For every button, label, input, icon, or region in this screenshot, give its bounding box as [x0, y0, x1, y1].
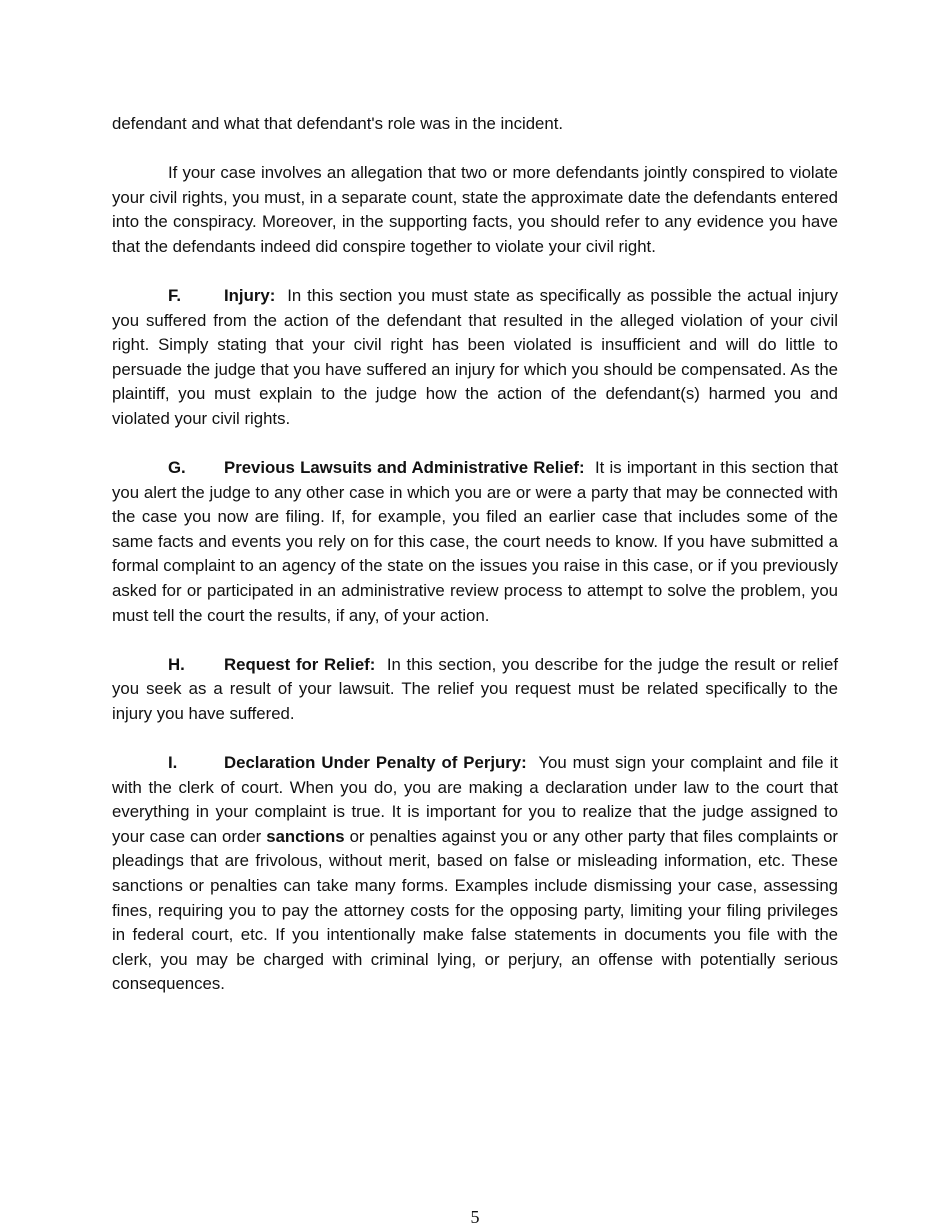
section-letter: I. — [168, 752, 178, 772]
section-title: Request for Relief: — [224, 654, 376, 674]
section-letter: G. — [168, 458, 186, 478]
sanctions-bold-word: sanctions — [266, 826, 345, 846]
section-title: Injury: — [224, 285, 276, 305]
section-body-before-bold: You must sign your complaint and file it with the clerk of court. When you do, you are making a declaration under law to the court that everything in your complaint is true. It is important for you to realize that the judge assigned to your case can order — [112, 752, 838, 846]
section-body-after-bold: or penalties against you or any other party that files complaints or pleadings that are frivolous, without merit, based on false or misleading information, etc. These sanctions or penalties can take many forms. Examples include dismissing your case, assessing fines, requiring you to pay the attorney costs for the opposing party, limiting your filing privileges in federal court, etc. If you intentionally make false statements in documents you file with the clerk, you may be charged with criminal lying, or perjury, an offense with potentially serious consequences. — [112, 826, 839, 994]
section-letter: F. — [168, 285, 182, 305]
section-request-for-relief — [112, 653, 838, 727]
conspiracy-text: If your case involves an allegation that two or more defendants jointly conspired to violate your civil rights, you must, in a separate count, state the approximate date the defendants entered into the conspiracy. Moreover, in the supporting facts, you should refer to any evidence you have that the defendants indeed did conspire together to violate your civil right. — [112, 163, 838, 256]
intro-continuation-text: defendant and what that defendant's role was in the incident. — [112, 114, 564, 133]
intro-continuation-paragraph — [112, 112, 838, 137]
section-letter: H. — [168, 654, 185, 674]
section-declaration — [112, 751, 838, 997]
section-body: In this section, you describe for the judge the result or relief you seek as a result of your lawsuit. The relief you request must be related specifically to the injury you have suffered. — [112, 654, 838, 723]
section-title: Declaration Under Penalty of Perjury: — [224, 752, 527, 772]
page-number: 5 — [470, 1207, 480, 1227]
section-title: Previous Lawsuits and Administrative Relief: — [224, 458, 585, 478]
document-page — [112, 112, 838, 1021]
section-body: In this section you must state as specifically as possible the actual injury you suffered from the action of the defendant that resulted in the alleged violation of your civil right. Simply stating that your civil right has been violated is insufficient and will do little to persuade the judge that you have suffered an injury for which you should be compensated. As the plaintiff, you must explain to the judge how the action of the defendant(s) harmed you and violated your civil rights. — [112, 285, 838, 428]
section-previous-lawsuits — [112, 456, 838, 628]
section-injury — [112, 284, 838, 432]
conspiracy-paragraph — [112, 161, 838, 259]
section-body: It is important in this section that you alert the judge to any other case in which you are or were a party that may be connected with the case you now are filing. If, for example, you filed an earlier case that includes some of the same facts and events you rely on for this case, the court needs to know. If you have submitted a formal complaint to an agency of the state on the issues you raise in this case, or if you previously asked for or participated in an administrative review process to attempt to solve the problem, you must tell the court the results, if any, of your action. — [112, 458, 838, 625]
